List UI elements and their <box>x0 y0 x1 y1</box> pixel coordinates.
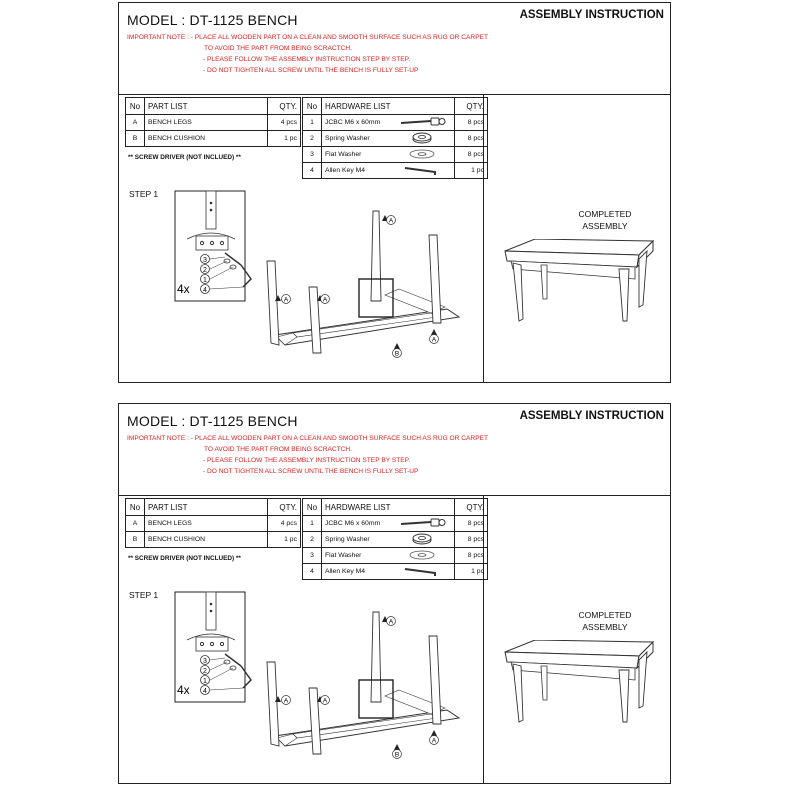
hardware-no: 1 <box>303 516 322 532</box>
table-row <box>303 548 488 564</box>
multiplier-label: 4x <box>177 683 190 697</box>
table-row <box>303 163 488 179</box>
col-header-no: No <box>126 499 145 516</box>
col-header-qty: QTY. <box>455 499 488 516</box>
callout-a: A <box>283 697 289 705</box>
part-no: A <box>126 516 145 532</box>
section-divider <box>119 94 670 95</box>
table-row <box>126 131 301 147</box>
table-row <box>303 115 488 131</box>
note-line: - DO NOT TIGHTEN ALL SCREW UNTIL THE BENCH IS FULLY SET-UP <box>203 468 419 475</box>
hardware-no: 1 <box>303 115 322 131</box>
allen-key-icon <box>392 163 455 179</box>
completed-bench-illustration <box>497 239 657 329</box>
part-name: BENCH CUSHION <box>145 532 268 548</box>
callout-3: 3 <box>203 257 207 264</box>
col-header-no: No <box>126 98 145 115</box>
screwdriver-note: ** SCREW DRIVER (NOT INCLUED) ** <box>128 555 241 562</box>
table-row <box>126 115 301 131</box>
hardware-no: 2 <box>303 532 322 548</box>
table-row <box>303 564 488 580</box>
hardware-list-table <box>302 97 488 179</box>
part-no: B <box>126 131 145 147</box>
hardware-qty: 1 pc <box>455 564 488 580</box>
part-qty: 4 pcs <box>268 115 301 131</box>
table-row <box>303 532 488 548</box>
step-label: STEP 1 <box>129 189 159 199</box>
table-row <box>303 516 488 532</box>
callout-a: A <box>431 336 437 344</box>
step1-illustration <box>169 584 549 779</box>
completed-label-line: COMPLETED <box>578 610 632 620</box>
hardware-qty: 8 pcs <box>455 115 488 131</box>
completed-label-line: ASSEMBLY <box>582 622 628 632</box>
hardware-name: Allen Key M4 <box>322 564 393 580</box>
hardware-qty: 8 pcs <box>455 548 488 564</box>
hardware-name: Flat Washer <box>322 147 393 163</box>
assembly-instruction-title: ASSEMBLY INSTRUCTION <box>519 410 664 422</box>
note-line: IMPORTANT NOTE : - PLACE ALL WOODEN PART ON A CLEAN AND SMOOTH SURFACE SUCH AS RUG OR CARPET <box>127 34 489 41</box>
table-row <box>126 532 301 548</box>
hardware-no: 4 <box>303 163 322 179</box>
section-divider <box>119 495 670 496</box>
callout-2: 2 <box>203 267 207 274</box>
part-qty: 1 pc <box>268 131 301 147</box>
part-name: BENCH LEGS <box>145 115 268 131</box>
col-header-qty: QTY. <box>268 98 301 115</box>
callout-a: A <box>322 697 328 705</box>
hardware-name: JCBC M6 x 60mm <box>322 115 393 131</box>
part-qty: 1 pc <box>268 532 301 548</box>
callout-b: B <box>394 350 400 358</box>
part-no: A <box>126 115 145 131</box>
hardware-no: 4 <box>303 564 322 580</box>
step-label: STEP 1 <box>129 590 159 600</box>
hardware-no: 3 <box>303 147 322 163</box>
bolt-icon <box>392 516 455 532</box>
col-header-part-list: PART LIST <box>145 98 268 115</box>
hardware-name: JCBC M6 x 60mm <box>322 516 393 532</box>
table-row <box>303 147 488 163</box>
hardware-qty: 8 pcs <box>455 131 488 147</box>
note-line: - PLEASE FOLLOW THE ASSEMBLY INSTRUCTION STEP BY STEP. <box>203 457 411 464</box>
model-title: MODEL : DT-1125 BENCH <box>127 12 298 28</box>
part-qty: 4 pcs <box>268 516 301 532</box>
completed-assembly-label <box>549 609 661 633</box>
spring-washer-icon <box>392 532 455 548</box>
hardware-name: Flat Washer <box>322 548 393 564</box>
instruction-sheet <box>118 403 671 784</box>
callout-3: 3 <box>203 658 207 665</box>
col-header-hardware-list: HARDWARE LIST <box>322 98 455 115</box>
callout-a: A <box>431 737 437 745</box>
callout-a: A <box>388 217 394 225</box>
hardware-name: Allen Key M4 <box>322 163 393 179</box>
note-line: TO AVOID THE PART FROM BEING SCRACTCH. <box>204 446 353 453</box>
callout-4: 4 <box>203 287 207 294</box>
model-title: MODEL : DT-1125 BENCH <box>127 413 298 429</box>
note-line: - PLEASE FOLLOW THE ASSEMBLY INSTRUCTION STEP BY STEP. <box>203 56 411 63</box>
note-line: TO AVOID THE PART FROM BEING SCRACTCH. <box>204 45 353 52</box>
hardware-list-table <box>302 498 488 580</box>
completed-assembly-label <box>549 208 661 232</box>
callout-a: A <box>322 296 328 304</box>
allen-key-icon <box>392 564 455 580</box>
completed-label-line: COMPLETED <box>578 209 632 219</box>
completed-label-line: ASSEMBLY <box>582 221 628 231</box>
flat-washer-icon <box>392 548 455 564</box>
col-header-qty: QTY. <box>268 499 301 516</box>
hardware-no: 3 <box>303 548 322 564</box>
hardware-name: Spring Washer <box>322 131 393 147</box>
hardware-qty: 8 pcs <box>455 516 488 532</box>
table-row <box>303 131 488 147</box>
hardware-qty: 1 pc <box>455 163 488 179</box>
instruction-sheet <box>118 2 671 383</box>
col-header-no: No <box>303 98 322 115</box>
part-list-table <box>125 97 301 147</box>
hardware-qty: 8 pcs <box>455 532 488 548</box>
callout-b: B <box>394 751 400 759</box>
hardware-name: Spring Washer <box>322 532 393 548</box>
note-line: IMPORTANT NOTE : - PLACE ALL WOODEN PART ON A CLEAN AND SMOOTH SURFACE SUCH AS RUG OR CARPET <box>127 435 489 442</box>
callout-1: 1 <box>203 678 207 685</box>
part-name: BENCH CUSHION <box>145 131 268 147</box>
part-no: B <box>126 532 145 548</box>
callout-2: 2 <box>203 668 207 675</box>
bolt-icon <box>392 115 455 131</box>
spring-washer-icon <box>392 131 455 147</box>
callout-1: 1 <box>203 277 207 284</box>
col-header-part-list: PART LIST <box>145 499 268 516</box>
flat-washer-icon <box>392 147 455 163</box>
part-list-table <box>125 498 301 548</box>
assembly-instruction-title: ASSEMBLY INSTRUCTION <box>519 9 664 21</box>
table-row <box>126 516 301 532</box>
callout-a: A <box>283 296 289 304</box>
callout-4: 4 <box>203 688 207 695</box>
hardware-qty: 8 pcs <box>455 147 488 163</box>
col-header-no: No <box>303 499 322 516</box>
col-header-hardware-list: HARDWARE LIST <box>322 499 455 516</box>
hardware-no: 2 <box>303 131 322 147</box>
note-line: - DO NOT TIGHTEN ALL SCREW UNTIL THE BENCH IS FULLY SET-UP <box>203 67 419 74</box>
multiplier-label: 4x <box>177 282 190 296</box>
completed-bench-illustration <box>497 640 657 730</box>
part-name: BENCH LEGS <box>145 516 268 532</box>
callout-a: A <box>388 618 394 626</box>
step1-illustration <box>169 183 549 378</box>
screwdriver-note: ** SCREW DRIVER (NOT INCLUED) ** <box>128 154 241 161</box>
col-header-qty: QTY. <box>455 98 488 115</box>
